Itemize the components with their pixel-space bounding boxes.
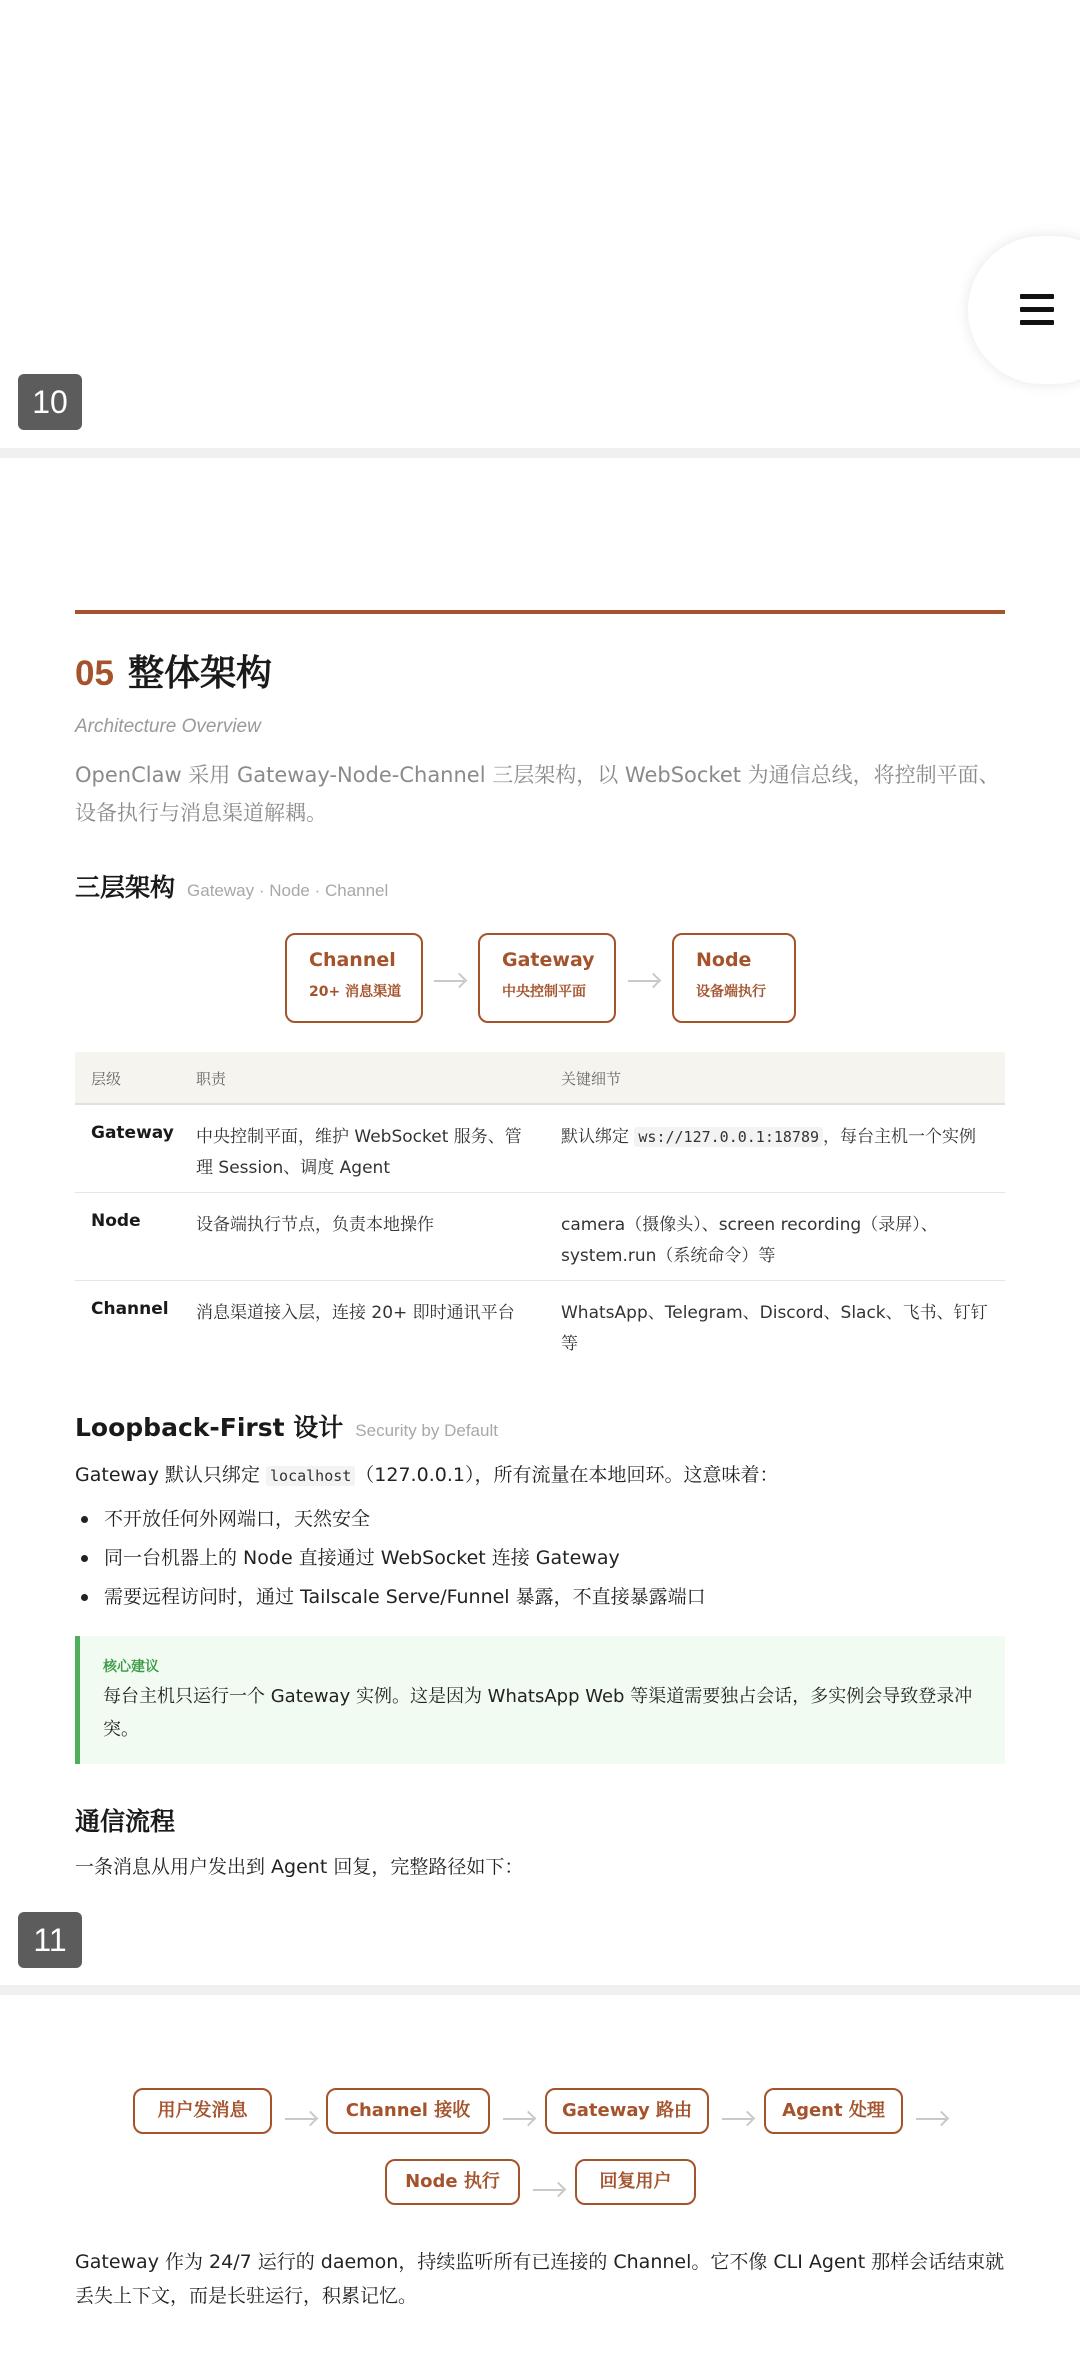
- page-number-badge: 10: [18, 374, 82, 430]
- arrow-right-icon: [285, 2118, 315, 2120]
- inline-code: ws://127.0.0.1:18789: [634, 1127, 823, 1147]
- list-item: 需要远程访问时，通过 Tailscale Serve/Funnel 暴露，不直接暴露端口: [75, 1578, 706, 1617]
- list-item: 不开放任何外网端口，天然安全: [75, 1500, 706, 1539]
- arrow-right-icon: [434, 980, 464, 982]
- node-title: Channel: [309, 949, 396, 971]
- table-cell-detail: 默认绑定 ws://127.0.0.1:18789 ，每台主机一个实例: [561, 1127, 977, 1147]
- flow-closing: Gateway 作为 24/7 运行的 daemon，持续监听所有已连接的 Channel。它不像 CLI Agent 那样会话结束就丢失上下文，而是长驻运行，积累记忆。: [75, 2251, 1005, 2307]
- table-cell-level: Node: [91, 1211, 141, 1231]
- table-cell-detail: camera（摄像头）、screen recording（录屏）、system.run（系统命令）等: [561, 1215, 938, 1266]
- page-number-badge: 11: [18, 1912, 82, 1968]
- callout-box: [75, 1636, 1005, 1764]
- arrow-right-icon: [533, 2189, 563, 2191]
- flow-step-gateway: Gateway 路由: [545, 2088, 709, 2134]
- table-row: [75, 1193, 1005, 1281]
- section-subtitle: Architecture Overview: [75, 716, 261, 737]
- flow-step-channel: Channel 接收: [326, 2088, 490, 2134]
- node-title: Node: [696, 949, 752, 971]
- loopback-paragraph: Gateway 默认只绑定 localhost （127.0.0.1），所有流量在本地回环。这意味着：: [75, 1464, 779, 1486]
- table-header-cell: 层级: [91, 1070, 122, 1088]
- flow-step-agent: Agent 处理: [764, 2088, 903, 2134]
- callout-title: 核心建议: [103, 1659, 159, 1675]
- table-header-cell: 关键细节: [561, 1070, 622, 1088]
- three-tier-title: 三层架构: [75, 873, 176, 902]
- flow-heading: 通信流程: [75, 1807, 176, 1836]
- table-cell-level: Channel: [91, 1299, 169, 1319]
- node-subtitle: 设备端执行: [696, 984, 766, 1000]
- arrow-right-icon: [722, 2118, 752, 2120]
- table-cell-duty: 中央控制平面，维护 WebSocket 服务、管理 Session、调度 Agent: [196, 1127, 522, 1178]
- page-separator: [0, 1985, 1080, 1995]
- section-title: [75, 648, 272, 700]
- flow-intro: 一条消息从用户发出到 Agent 回复，完整路径如下：: [75, 1856, 524, 1878]
- section-number: 05: [75, 654, 114, 693]
- page-separator: [0, 448, 1080, 458]
- table-row: [75, 1281, 1005, 1369]
- table-header-cell: 职责: [196, 1070, 227, 1088]
- flow-step-node: Node 执行: [385, 2159, 520, 2205]
- table-cell-duty: 设备端执行节点，负责本地操作: [196, 1215, 434, 1235]
- arrow-right-icon: [916, 2118, 946, 2120]
- node-channel: [285, 933, 423, 1023]
- arrow-right-icon: [628, 980, 658, 982]
- loopback-bullet-list: [75, 1500, 706, 1617]
- inline-code: localhost: [266, 1466, 355, 1486]
- node-node: [672, 933, 796, 1023]
- node-gateway: [478, 933, 616, 1023]
- three-tier-tag: Gateway · Node · Channel: [187, 881, 389, 900]
- flow-step-send: 用户发消息: [133, 2088, 272, 2134]
- three-tier-heading: [75, 868, 388, 904]
- loopback-title: Loopback-First 设计: [75, 1413, 344, 1442]
- table-row: [75, 1105, 1005, 1193]
- list-item: 同一台机器上的 Node 直接通过 WebSocket 连接 Gateway: [75, 1539, 706, 1578]
- section-intro: OpenClaw 采用 Gateway-Node-Channel 三层架构，以 WebSocket 为通信总线，将控制平面、设备执行与消息渠道解耦。: [75, 763, 1000, 825]
- loopback-heading: [75, 1408, 498, 1444]
- architecture-table: [75, 1052, 1005, 1369]
- node-subtitle: 20+ 消息渠道: [309, 984, 402, 1000]
- table-header: [75, 1052, 1005, 1105]
- hamburger-menu-button[interactable]: [968, 236, 1080, 384]
- arrow-right-icon: [503, 2118, 533, 2120]
- loopback-tag: Security by Default: [355, 1421, 498, 1440]
- table-cell-level: Gateway: [91, 1123, 174, 1143]
- node-title: Gateway: [502, 949, 595, 971]
- section-rule: [75, 610, 1005, 614]
- flow-step-reply: 回复用户: [575, 2159, 696, 2205]
- node-subtitle: 中央控制平面: [502, 984, 586, 1000]
- callout-body: 每台主机只运行一个 Gateway 实例。这是因为 WhatsApp Web 等渠道需要独占会话，多实例会导致登录冲突。: [103, 1686, 973, 1740]
- page-10: [0, 0, 1080, 448]
- table-cell-duty: 消息渠道接入层，连接 20+ 即时通讯平台: [196, 1303, 515, 1323]
- section-heading: 整体架构: [127, 653, 272, 694]
- table-cell-detail: WhatsApp、Telegram、Discord、Slack、飞书、钉钉等: [561, 1303, 988, 1354]
